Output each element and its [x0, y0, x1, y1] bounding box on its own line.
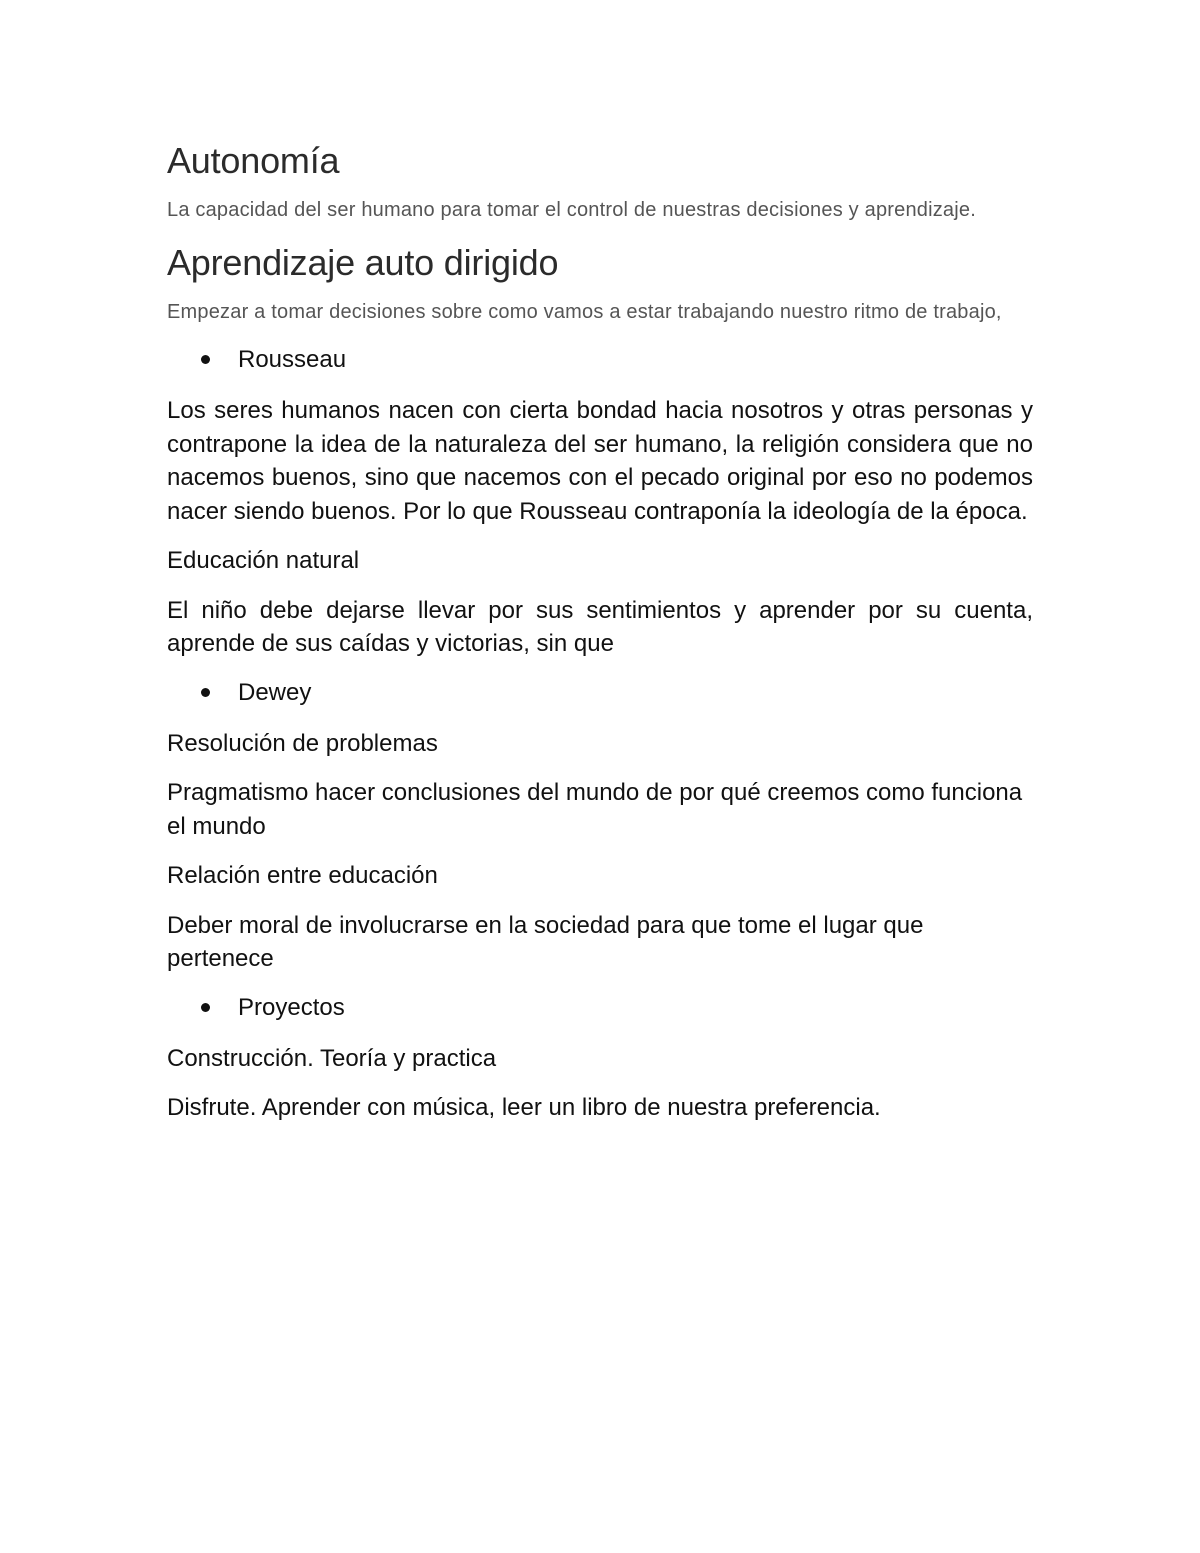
- paragraph-educacion-natural: Educación natural: [167, 547, 360, 574]
- heading-autonomia: Autonomía: [167, 140, 340, 181]
- bullet-label: Proyectos: [238, 993, 345, 1021]
- bullet-dot-icon: [201, 1003, 210, 1012]
- bullet-item-rousseau: [167, 344, 1033, 376]
- paragraph-relacion-educacion: Relación entre educación: [167, 862, 438, 889]
- bullet-item-dewey: [167, 677, 1033, 709]
- paragraph-aprendizaje-definition: Empezar a tomar decisiones sobre como vamos a estar trabajando nuestro ritmo de trabajo,: [167, 301, 1002, 323]
- bullet-dot-icon: [201, 355, 210, 364]
- paragraph-autonomia-definition: La capacidad del ser humano para tomar el control de nuestras decisiones y aprendizaje.: [167, 199, 976, 221]
- document-body: [167, 138, 1033, 1141]
- paragraph-rousseau: Los seres humanos nacen con cierta bondad hacia nosotros y otras personas y contrapone la idea de la naturaleza del ser humano, la religión considera que no nacemos buenos, sino que nacemos con el pecado original por eso no podemos nacer siendo buenos. Por lo que Rousseau contraponía la ideología de la época.: [167, 397, 1033, 525]
- paragraph-resolucion-problemas: Resolución de problemas: [167, 729, 438, 757]
- bullet-label: Rousseau: [238, 346, 347, 373]
- bullet-label: Dewey: [238, 678, 312, 706]
- paragraph-disfrute: Disfrute. Aprender con música, leer un libro de nuestra preferencia.: [167, 1094, 881, 1121]
- paragraph-nino: El niño debe dejarse llevar por sus sentimientos y aprender por su cuenta, aprende de sus caídas y victorias, sin que: [167, 596, 1033, 657]
- paragraph-pragmatismo: Pragmatismo hacer conclusiones del mundo de por qué creemos como funciona el mundo: [167, 779, 1023, 840]
- bullet-dot-icon: [201, 688, 210, 697]
- paragraph-deber-moral: Deber moral de involucrarse en la sociedad para que tome el lugar que pertenece: [167, 911, 924, 972]
- heading-aprendizaje-auto-dirigido: Aprendizaje auto dirigido: [167, 242, 559, 283]
- paragraph-construccion: Construcción. Teoría y practica: [167, 1044, 497, 1072]
- bullet-item-proyectos: [167, 992, 1033, 1024]
